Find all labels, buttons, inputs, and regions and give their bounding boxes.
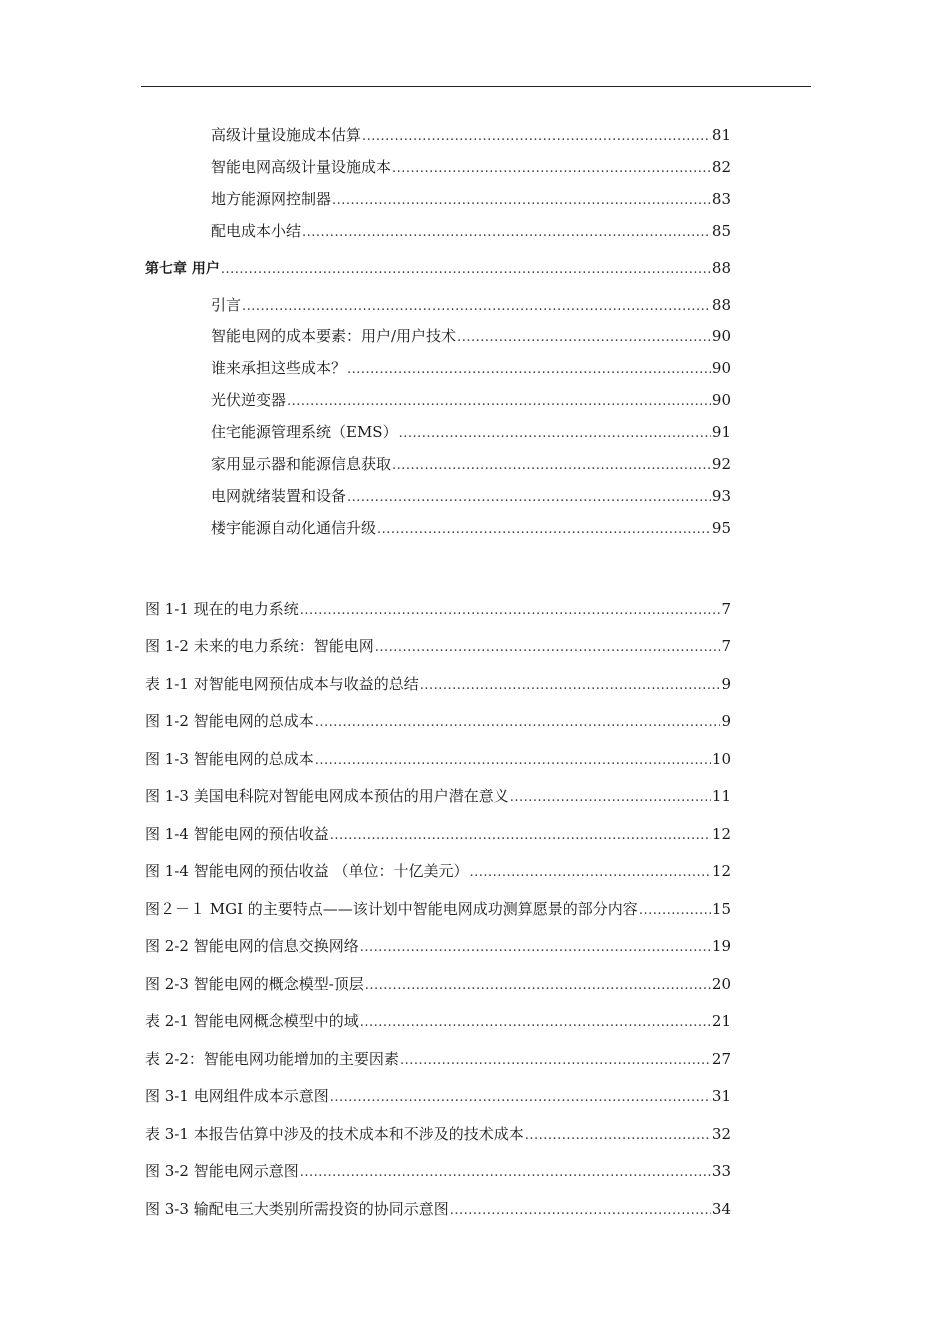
figure-list-entry[interactable] bbox=[145, 1085, 731, 1107]
toc-entry-label: 智能电网的成本要素：用户/用户技术 bbox=[211, 327, 457, 345]
dot-leader bbox=[457, 327, 711, 349]
figure-entry-label: 图 3-3 输配电三大类别所需投资的协同示意图 bbox=[145, 1200, 449, 1218]
toc-entry-label: 家用显示器和能源信息获取 bbox=[211, 455, 392, 473]
dot-leader bbox=[365, 975, 711, 997]
toc-chapter-page: 88 bbox=[711, 259, 731, 277]
figure-entry-label: 表 3-1 本报告估算中涉及的技术成本和不涉及的技术成本 bbox=[145, 1125, 524, 1143]
dot-leader bbox=[315, 750, 711, 772]
toc-entry-label: 配电成本小结 bbox=[211, 222, 302, 240]
figure-entry-label: 图 3-2 智能电网示意图 bbox=[145, 1162, 299, 1180]
dot-leader bbox=[400, 1050, 711, 1072]
figure-entry-page: 21 bbox=[711, 1012, 731, 1030]
dot-leader bbox=[360, 937, 711, 959]
figure-entry-page: 7 bbox=[721, 600, 731, 618]
dot-leader bbox=[362, 126, 711, 148]
figure-entry-label: 图 1-3 智能电网的总成本 bbox=[145, 750, 314, 768]
figure-entry-label: 图 1-4 智能电网的预估收益 bbox=[145, 825, 329, 843]
toc-entry-page: 90 bbox=[711, 391, 731, 409]
dot-leader bbox=[420, 675, 721, 697]
figure-entry-page: 12 bbox=[711, 825, 731, 843]
dot-leader bbox=[399, 423, 711, 445]
figure-entry-label: 表 2-1 智能电网概念模型中的域 bbox=[145, 1012, 359, 1030]
figure-entry-label: 图 1-1 现在的电力系统 bbox=[145, 600, 299, 618]
toc-entry[interactable] bbox=[211, 156, 731, 178]
toc-entry-page: 81 bbox=[711, 126, 731, 144]
toc-entry-page: 90 bbox=[711, 359, 731, 377]
toc-entry-label: 电网就绪装置和设备 bbox=[211, 487, 347, 505]
toc-entry-page: 90 bbox=[711, 327, 731, 345]
figure-entry-page: 19 bbox=[711, 937, 731, 955]
figure-entry-page: 7 bbox=[721, 637, 731, 655]
figure-entry-label: 图 2-2 智能电网的信息交换网络 bbox=[145, 937, 359, 955]
toc-entry[interactable] bbox=[211, 220, 731, 242]
toc-entry-label: 住宅能源管理系统（EMS） bbox=[211, 423, 398, 441]
dot-leader bbox=[377, 519, 711, 541]
figure-list-entry[interactable] bbox=[145, 898, 731, 920]
toc-entry-page: 88 bbox=[711, 296, 731, 314]
toc-entry-label: 谁来承担这些成本？ bbox=[211, 359, 347, 377]
toc-entry[interactable] bbox=[211, 124, 731, 146]
dot-leader bbox=[360, 1012, 711, 1034]
figure-entry-label: 图 1-2 智能电网的总成本 bbox=[145, 712, 314, 730]
dot-leader bbox=[392, 455, 711, 477]
toc-entry-page: 95 bbox=[711, 519, 731, 537]
figure-list-entry[interactable] bbox=[145, 935, 731, 957]
dot-leader bbox=[242, 296, 711, 318]
toc-entry-label: 地方能源网控制器 bbox=[211, 190, 332, 208]
figure-entry-label: 图 3-1 电网组件成本示意图 bbox=[145, 1087, 329, 1105]
figure-list-entry[interactable] bbox=[145, 1160, 731, 1182]
figure-entry-page: 10 bbox=[711, 750, 731, 768]
dot-leader bbox=[302, 222, 711, 244]
figure-entry-label: 图２－１ MGI 的主要特点——该计划中智能电网成功测算愿景的部分内容 bbox=[145, 900, 638, 918]
figure-entry-page: 9 bbox=[721, 712, 731, 730]
dot-leader bbox=[330, 1087, 711, 1109]
figure-entry-page: 31 bbox=[711, 1087, 731, 1105]
toc-entry-page: 85 bbox=[711, 222, 731, 240]
figure-entry-label: 表 2-2：智能电网功能增加的主要因素 bbox=[145, 1050, 399, 1068]
toc-entry[interactable] bbox=[211, 294, 731, 316]
dot-leader bbox=[315, 712, 721, 734]
figure-list-entry[interactable] bbox=[145, 823, 731, 845]
figure-list-entry[interactable] bbox=[145, 598, 731, 620]
figure-list-entry[interactable] bbox=[145, 635, 731, 657]
dot-leader bbox=[375, 637, 721, 659]
figure-entry-page: 20 bbox=[711, 975, 731, 993]
dot-leader bbox=[510, 787, 711, 809]
toc-entry-page: 83 bbox=[711, 190, 731, 208]
figure-list-entry[interactable] bbox=[145, 710, 731, 732]
dot-leader bbox=[450, 1200, 711, 1222]
figure-entry-label: 图 2-3 智能电网的概念模型-顶层 bbox=[145, 975, 364, 993]
dot-leader bbox=[300, 1162, 711, 1184]
toc-entry[interactable] bbox=[211, 325, 731, 347]
toc-entry-label: 楼宇能源自动化通信升级 bbox=[211, 519, 377, 537]
figure-list-entry[interactable] bbox=[145, 1048, 731, 1070]
figure-list-entry[interactable] bbox=[145, 673, 731, 695]
dot-leader bbox=[287, 391, 711, 413]
toc-entry-label: 引言 bbox=[211, 296, 242, 314]
figure-entry-page: 9 bbox=[721, 675, 731, 693]
figure-entry-label: 表 1-1 对智能电网预估成本与收益的总结 bbox=[145, 675, 419, 693]
toc-entry[interactable] bbox=[211, 421, 731, 443]
toc-entry-page: 91 bbox=[711, 423, 731, 441]
toc-entry[interactable] bbox=[211, 453, 731, 475]
dot-leader bbox=[347, 487, 711, 509]
figure-entry-page: 15 bbox=[711, 900, 731, 918]
toc-entry[interactable] bbox=[211, 485, 731, 507]
toc-entry-label: 高级计量设施成本估算 bbox=[211, 126, 362, 144]
figure-entry-label: 图 1-2 未来的电力系统：智能电网 bbox=[145, 637, 374, 655]
dot-leader bbox=[300, 600, 721, 622]
toc-entry-page: 82 bbox=[711, 158, 731, 176]
toc-entry[interactable] bbox=[211, 517, 731, 539]
figure-entry-page: 12 bbox=[711, 862, 731, 880]
figure-entry-page: 34 bbox=[711, 1200, 731, 1218]
toc-entry[interactable] bbox=[211, 389, 731, 411]
dot-leader bbox=[525, 1125, 711, 1147]
toc-entry[interactable] bbox=[211, 357, 731, 379]
dot-leader bbox=[332, 190, 711, 212]
toc-entry-page: 92 bbox=[711, 455, 731, 473]
figure-list-entry[interactable] bbox=[145, 1010, 731, 1032]
dot-leader bbox=[469, 862, 710, 884]
figure-entry-page: 32 bbox=[711, 1125, 731, 1143]
figure-list-entry[interactable] bbox=[145, 860, 731, 882]
toc-entry[interactable] bbox=[211, 188, 731, 210]
toc-entry-page: 93 bbox=[711, 487, 731, 505]
figure-entry-page: 33 bbox=[711, 1162, 731, 1180]
header-rule bbox=[141, 86, 811, 87]
figure-list-entry[interactable] bbox=[145, 785, 731, 807]
figure-list-entry[interactable] bbox=[145, 973, 731, 995]
figure-list-entry[interactable] bbox=[145, 748, 731, 770]
figure-entry-page: 11 bbox=[711, 787, 731, 805]
dot-leader bbox=[639, 900, 711, 922]
toc-entry-label: 光伏逆变器 bbox=[211, 391, 287, 409]
toc-chapter-entry[interactable] bbox=[145, 257, 731, 279]
dot-leader bbox=[330, 825, 711, 847]
figure-entry-label: 图 1-3 美国电科院对智能电网成本预估的用户潜在意义 bbox=[145, 787, 509, 805]
toc-chapter-label: 第七章 用户 bbox=[145, 261, 220, 277]
dot-leader bbox=[347, 359, 711, 381]
dot-leader bbox=[392, 158, 711, 180]
figure-list-entry[interactable] bbox=[145, 1123, 731, 1145]
figure-entry-page: 27 bbox=[711, 1050, 731, 1068]
figure-entry-label: 图 1-4 智能电网的预估收益 （单位：十亿美元） bbox=[145, 862, 469, 880]
dot-leader bbox=[221, 259, 711, 281]
toc-entry-label: 智能电网高级计量设施成本 bbox=[211, 158, 392, 176]
figure-list-entry[interactable] bbox=[145, 1198, 731, 1220]
